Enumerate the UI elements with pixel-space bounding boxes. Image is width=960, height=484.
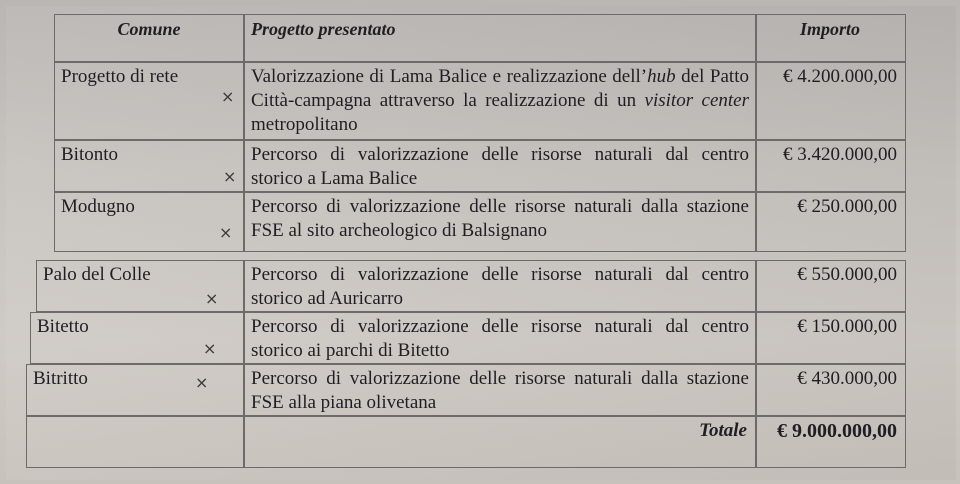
check-mark-icon: × — [205, 289, 219, 308]
comune-cell — [54, 140, 244, 192]
importo-cell: € 4.200.000,00 — [756, 62, 906, 140]
table-row — [26, 260, 952, 312]
progetto-text: del Patto Città-campagna attraverso la realizzazione di un — [251, 66, 749, 111]
check-mark-icon: × — [223, 167, 237, 186]
progetto-cell: Percorso di valorizzazione delle risorse naturali dalla stazione FSE al sito archeologico di Balsignano — [244, 192, 756, 252]
progetto-cell: Percorso di valorizzazione delle risorse naturali dal centro storico ad Auricarro — [244, 260, 756, 312]
empty-cell — [26, 416, 244, 468]
check-mark-icon: × — [221, 87, 235, 106]
importo-cell: € 3.420.000,00 — [756, 140, 906, 192]
comune-name: Palo del Colle — [43, 264, 151, 285]
comune-cell — [26, 364, 244, 416]
table-total-row — [26, 416, 952, 468]
table-row — [26, 312, 952, 364]
check-mark-icon: × — [195, 373, 209, 392]
comune-cell — [54, 62, 244, 140]
progetto-cell: Percorso di valorizzazione delle risorse naturali dalla stazione FSE alla piana olivetana — [244, 364, 756, 416]
table-row — [26, 62, 952, 140]
importo-cell: € 550.000,00 — [756, 260, 906, 312]
progetto-text: Valorizzazione di Lama Balice e realizzazione dell’ — [251, 66, 648, 87]
table-row — [26, 192, 952, 252]
comune-cell — [54, 192, 244, 252]
header-importo: Importo — [756, 14, 906, 62]
progetto-cell: Percorso di valorizzazione delle risorse naturali dal centro storico ai parchi di Bitetto — [244, 312, 756, 364]
table-row — [26, 140, 952, 192]
progetto-cell — [244, 62, 756, 140]
progetto-text-italic: hub — [647, 66, 676, 87]
document-page — [6, 6, 956, 480]
progetto-cell: Percorso di valorizzazione delle risorse naturali dal centro storico a Lama Balice — [244, 140, 756, 192]
total-label: Totale — [244, 416, 756, 468]
header-comune: Comune — [54, 14, 244, 62]
comune-name: Bitritto — [33, 368, 88, 389]
importo-cell: € 250.000,00 — [756, 192, 906, 252]
comune-name: Bitonto — [61, 144, 119, 165]
total-value: € 9.000.000,00 — [756, 416, 906, 468]
table-header-row — [26, 14, 952, 62]
comune-name: Bitetto — [37, 316, 89, 337]
comune-name: Modugno — [61, 196, 135, 217]
importo-cell: € 150.000,00 — [756, 312, 906, 364]
progetto-text-italic: visitor center — [644, 90, 750, 111]
progetto-text: metropolitano — [251, 114, 358, 135]
check-mark-icon: × — [219, 223, 233, 242]
check-mark-icon: × — [203, 339, 217, 358]
funding-table — [26, 14, 952, 472]
comune-name: Progetto di rete — [61, 66, 179, 87]
header-progetto: Progetto presentato — [244, 14, 756, 62]
importo-cell: € 430.000,00 — [756, 364, 906, 416]
table-row — [26, 364, 952, 416]
comune-cell — [36, 260, 244, 312]
comune-cell — [30, 312, 244, 364]
